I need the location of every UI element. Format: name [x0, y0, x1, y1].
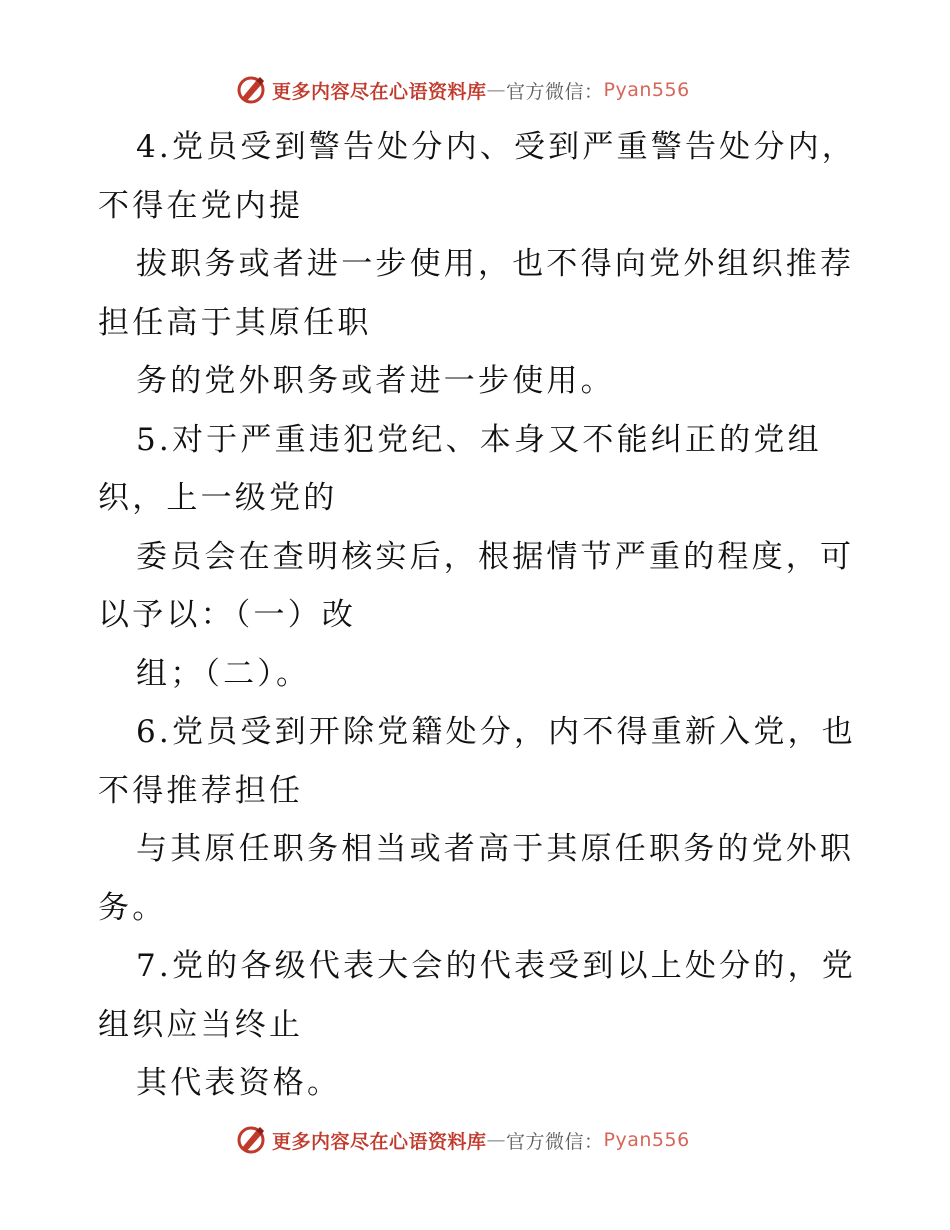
document-body	[98, 118, 858, 1113]
watermark-wechat-label: 官方微信：	[506, 80, 604, 103]
footer-watermark	[236, 1125, 690, 1155]
watermark-separator: —	[486, 1129, 507, 1151]
watermark-main-text: 更多内容尽在心语资料库	[272, 80, 487, 103]
text-line: 不得推荐担任	[98, 772, 304, 809]
text-line: 6.党员受到开除党籍处分，内不得重新入党，也	[136, 714, 856, 750]
text-line: 与其原任职务相当或者高于其原任职务的党外职	[136, 831, 855, 867]
watermark-main-text: 更多内容尽在心语资料库	[272, 1130, 487, 1153]
text-line: 不得在党内提	[98, 187, 304, 224]
text-line: 7.党的各级代表大会的代表受到以上处分的，党	[136, 948, 856, 984]
text-line: 5.对于严重违犯党纪、本身又不能纠正的党组	[136, 421, 822, 458]
watermark-separator: —	[486, 79, 507, 101]
watermark-wechat-id: Pyan556	[603, 1129, 690, 1151]
text-line: 委员会在查明核实后，根据情节严重的程度，可	[136, 538, 855, 575]
text-line: 4.党员受到警告处分内、受到严重警告处分内，	[136, 129, 856, 165]
text-line: 务。	[98, 889, 167, 926]
text-line: 其代表资格。	[136, 1065, 342, 1101]
pen-logo-icon	[236, 75, 266, 105]
text-line: 织，上一级党的	[98, 480, 338, 516]
text-line: 以予以：（一）改	[98, 597, 357, 633]
text-line: 担任高于其原任职	[98, 304, 372, 341]
text-line: 组；（二）。	[136, 655, 311, 692]
text-line: 组织应当终止	[98, 1006, 304, 1043]
watermark-wechat-id: Pyan556	[603, 79, 690, 101]
text-line: 拔职务或者进一步使用，也不得向党外组织推荐	[136, 246, 855, 282]
watermark-wechat-label: 官方微信：	[506, 1130, 604, 1153]
pen-logo-icon	[236, 1125, 266, 1155]
header-watermark	[236, 75, 690, 105]
text-line: 务的党外职务或者进一步使用。	[136, 363, 615, 399]
